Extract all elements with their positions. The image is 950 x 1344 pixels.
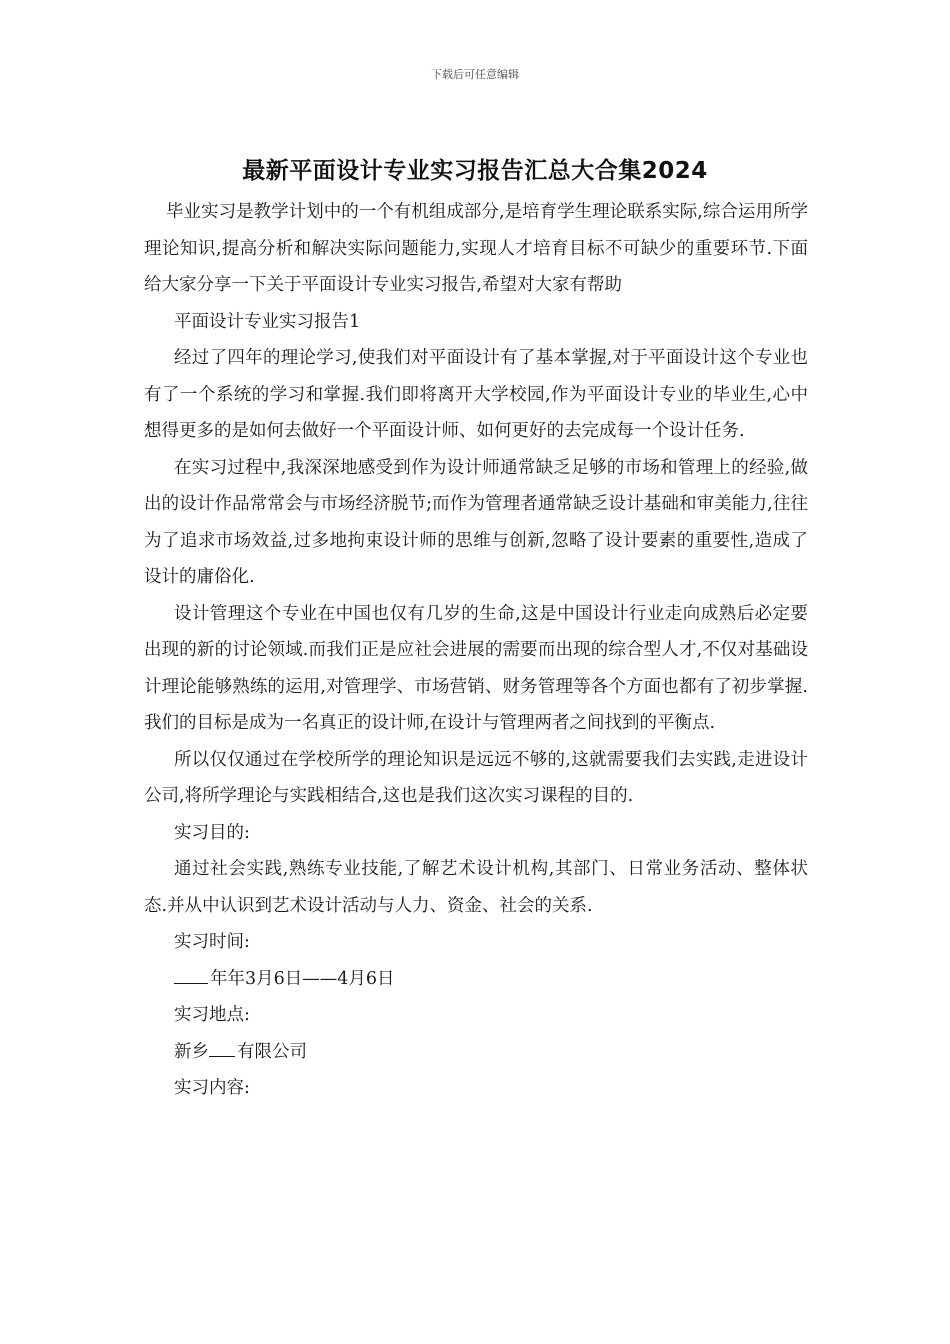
- time-line: [144, 961, 808, 998]
- header-note: 下载后可任意编辑: [431, 68, 519, 81]
- place-suffix: 有限公司: [237, 1041, 307, 1062]
- intro-paragraph: 毕业实习是教学计划中的一个有机组成部分,是培育学生理论联系实际,综合运用所学理论知识,提高分析和解决实际问题能力,实现人才培育目标不可缺少的重要环节.下面给大家分享一下关于平面设计专业实习报告,希望对大家有帮助: [144, 202, 808, 295]
- content-label: 实习内容:: [174, 1078, 250, 1098]
- document-body: [144, 194, 808, 1107]
- place-prefix: 新乡: [174, 1041, 209, 1062]
- place-label: 实习地点:: [174, 1005, 250, 1025]
- time-label: 实习时间:: [174, 932, 250, 952]
- year-blank: [174, 964, 208, 983]
- body-paragraph-4: 所以仅仅通过在学校所学的理论知识是远远不够的,这就需要我们去实践,走进设计公司,将所学理论与实践相结合,这也是我们这次实习课程的目的.: [144, 749, 808, 806]
- place-line: [144, 1034, 808, 1071]
- document-title: 最新平面设计专业实习报告汇总大合集2024: [242, 158, 708, 184]
- company-blank: [209, 1037, 235, 1056]
- body-paragraph-1: 经过了四年的理论学习,使我们对平面设计有了基本掌握,对于平面设计这个专业也有了一个系统的学习和掌握.我们即将离开大学校园,作为平面设计专业的毕业生,心中想得更多的是如何去做好一个平面设计师、如何更好的去完成每一个设计任务.: [144, 348, 808, 441]
- section-heading: 平面设计专业实习报告1: [174, 311, 361, 332]
- purpose-label: 实习目的:: [174, 822, 250, 843]
- time-value: 年年3月6日——4月6日: [210, 968, 395, 989]
- body-paragraph-2: 在实习过程中,我深深地感受到作为设计师通常缺乏足够的市场和管理上的经验,做出的设计作品常常会与市场经济脱节;而作为管理者通常缺乏设计基础和审美能力,往往为了追求市场效益,过多地拘束设计师的思维与创新,忽略了设计要素的重要性,造成了设计的庸俗化.: [144, 457, 808, 587]
- body-paragraph-3: 设计管理这个专业在中国也仅有几岁的生命,这是中国设计行业走向成熟后必定要出现的新的讨论领域.而我们正是应社会进展的需要而出现的综合型人才,不仅对基础设计理论能够熟练的运用,对管理学、市场营销、财务管理等各个方面也都有了初步掌握.我们的目标是成为一名真正的设计师,在设计与管理两者之间找到的平衡点.: [144, 603, 808, 733]
- purpose-text: 通过社会实践,熟练专业技能,了解艺术设计机构,其部门、日常业务活动、整体状态.并从中认识到艺术设计活动与人力、资金、社会的关系.: [144, 859, 808, 916]
